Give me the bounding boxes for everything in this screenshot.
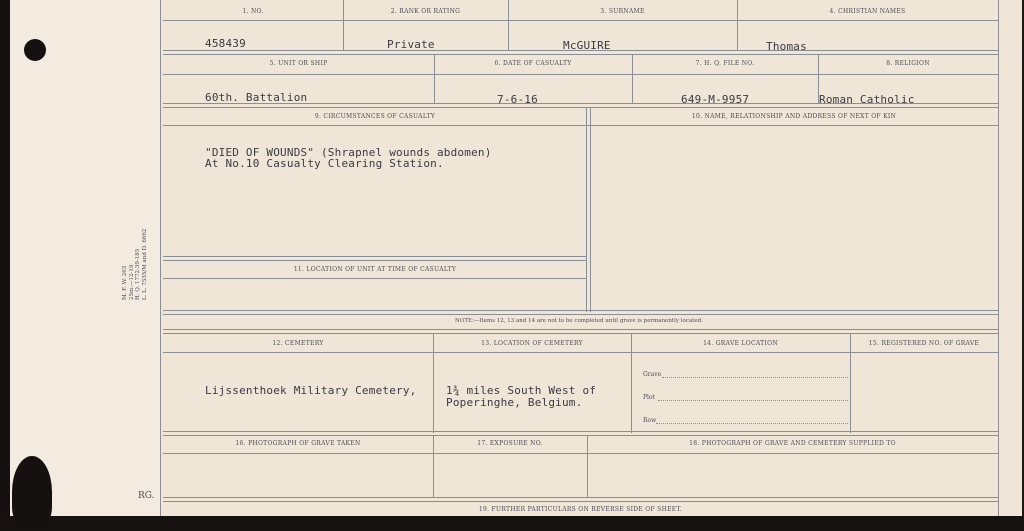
label-location-of-unit: 11. LOCATION OF UNIT AT TIME OF CASUALTY	[293, 266, 457, 273]
label-next-of-kin: 10. NAME, RELATIONSHIP AND ADDRESS OF NEXT OF KIN	[691, 113, 897, 120]
row-field-line	[656, 422, 848, 424]
label-unit: 5. UNIT OR SHIP	[269, 60, 328, 67]
rule	[163, 497, 998, 502]
label-registered-no: 15. REGISTERED NO. OF GRAVE	[868, 340, 980, 347]
label-further-particulars: 19. FURTHER PARTICULARS ON REVERSE SIDE OF SHEET.	[478, 506, 683, 513]
rule	[163, 329, 998, 334]
rule	[631, 333, 632, 433]
rule	[163, 453, 998, 454]
rule	[163, 125, 998, 126]
value-unit: 60th. Battalion	[205, 91, 308, 104]
label-exposure: 17. EXPOSURE NO.	[477, 440, 543, 447]
rule	[163, 278, 587, 279]
form-reference-line: L. L. 7535/M and D. 6662	[141, 228, 148, 300]
label-date: 6. DATE OF CASUALTY	[494, 60, 572, 67]
form-left-border	[160, 0, 161, 516]
card-bottom-shadow	[0, 516, 1024, 531]
form-reference-line: M. F. W. 263	[122, 265, 128, 300]
value-hq-file: 649-M-9957	[681, 93, 750, 106]
value-circumstances-line-2: At No.10 Casualty Clearing Station.	[205, 157, 444, 170]
rule	[163, 431, 998, 436]
value-cemetery-location-line-1: 1¾ miles South West of	[446, 384, 597, 397]
value-circumstances-line-1: "DIED OF WOUNDS" (Shrapnel wounds abdomen)	[205, 146, 492, 159]
grave-field-line	[662, 376, 848, 378]
value-date: 7-6-16	[497, 93, 538, 106]
value-surname: McGUIRE	[563, 39, 611, 52]
label-religion: 8. RELIGION	[886, 60, 930, 67]
form-reference-line: 25m.—12-19	[128, 264, 135, 300]
punch-hole-bottom	[12, 456, 52, 528]
label-photo-supplied: 18. PHOTOGRAPH OF GRAVE AND CEMETERY SUPPLIED TO	[689, 440, 896, 447]
label-no: 1. NO.	[242, 8, 264, 15]
note-text: NOTE:—Items 12, 13 and 14 are not to be completed until grave is permanently located.	[455, 318, 703, 324]
rule	[163, 74, 998, 75]
value-cemetery: Lijssenthoek Military Cemetery,	[205, 384, 417, 397]
rule	[590, 107, 591, 312]
grave-field-label: Grave	[643, 371, 662, 378]
rule	[163, 20, 998, 21]
plot-field-line	[658, 399, 848, 401]
rule	[163, 310, 998, 315]
rule	[433, 333, 434, 433]
label-grave-location: 14. GRAVE LOCATION	[703, 340, 778, 347]
label-cemetery-location: 13. LOCATION OF CEMETERY	[481, 340, 583, 347]
corner-mark: RG.	[138, 491, 155, 501]
rule	[586, 107, 587, 312]
rule	[163, 256, 587, 261]
value-religion: Roman Catholic	[819, 93, 915, 106]
punch-hole-top	[24, 39, 46, 61]
form-reference-line: H. Q. 1772-39-185	[135, 248, 141, 300]
label-photo-taken: 16. PHOTOGRAPH OF GRAVE TAKEN	[235, 440, 361, 447]
plot-field-label: Plot	[643, 394, 655, 401]
value-christian-names: Thomas	[766, 40, 807, 53]
rule	[850, 333, 851, 433]
value-rank: Private	[387, 38, 435, 51]
value-cemetery-location-line-2: Poperinghe, Belgium.	[446, 396, 583, 409]
label-rank: 2. RANK OR RATING	[390, 8, 461, 15]
label-surname: 3. SURNAME	[600, 8, 645, 15]
value-service-number: 458439	[205, 37, 246, 50]
label-circumstances: 9. CIRCUMSTANCES OF CASUALTY	[314, 113, 436, 120]
label-christian-names: 4. CHRISTIAN NAMES	[829, 8, 906, 15]
rule	[163, 352, 998, 353]
label-cemetery: 12. CEMETERY	[272, 340, 324, 347]
form-right-border	[998, 0, 999, 516]
label-hq-file: 7. H. Q. FILE NO.	[695, 60, 755, 67]
row-field-label: Row	[643, 417, 657, 424]
form-reference-text	[122, 229, 148, 300]
